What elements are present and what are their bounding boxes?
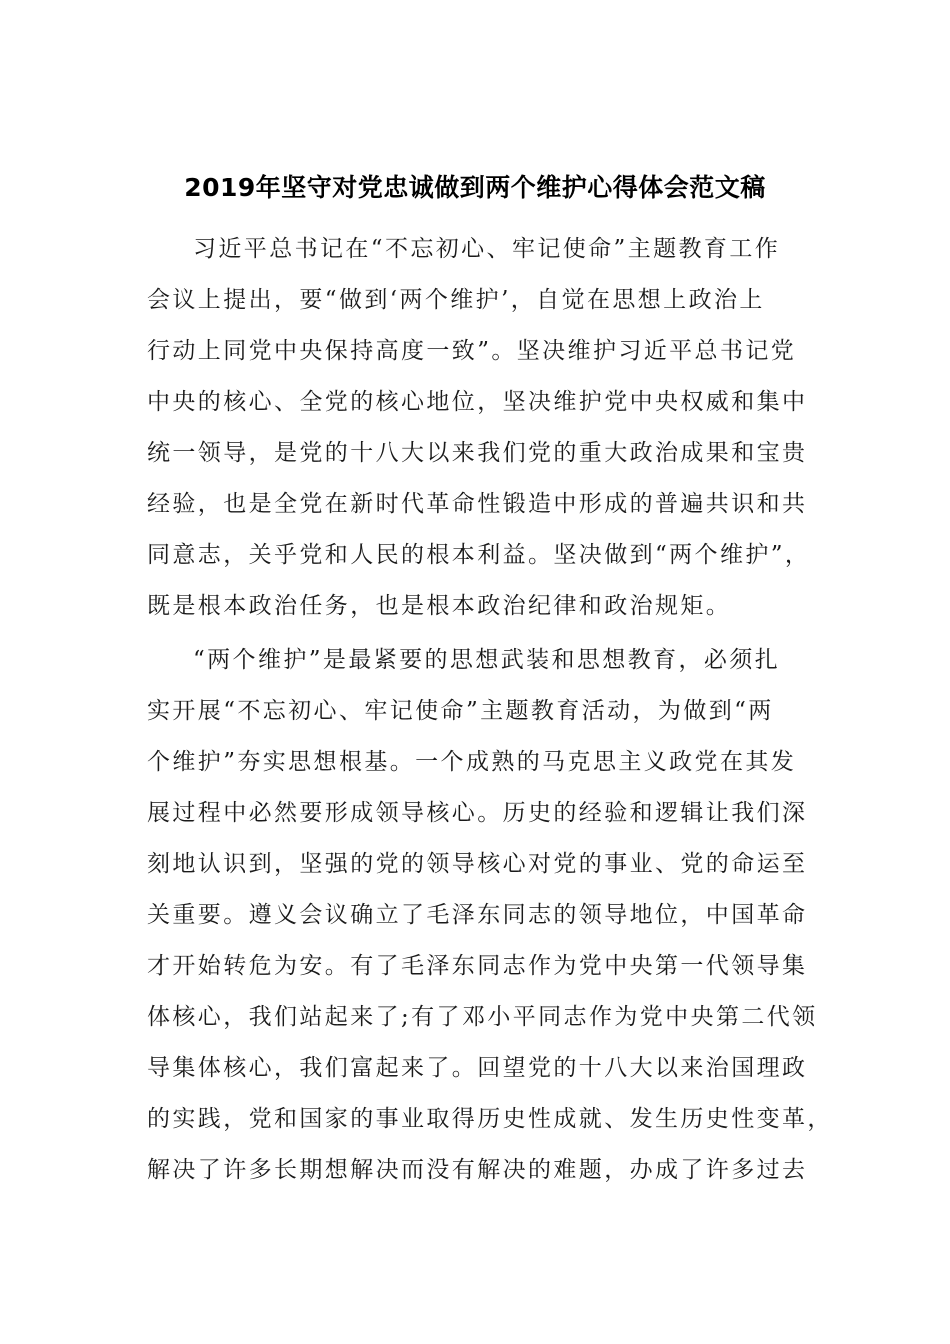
text-line: 的实践，党和国家的事业取得历史性成就、发生历史性变革， <box>147 1106 833 1132</box>
text-line: 导集体核心，我们富起来了。回望党的十八大以来治国理政 <box>147 1055 808 1081</box>
text-line: 经验，也是全党在新时代革命性锻造中形成的普遍共识和共 <box>147 491 808 517</box>
text-line: 统一领导，是党的十八大以来我们党的重大政治成果和宝贵 <box>147 440 808 466</box>
text-line: “两个维护”是最紧要的思想武装和思想教育，必须扎 <box>193 647 781 673</box>
text-line: 习近平总书记在“不忘初心、牢记使命”主题教育工作 <box>193 236 781 262</box>
text-line: 解决了许多长期想解决而没有解决的难题，办成了许多过去 <box>147 1157 808 1183</box>
document-title: 2019年坚守对党忠诚做到两个维护心得体会范文稿 <box>184 173 766 202</box>
paragraph <box>147 635 833 1196</box>
text-line: 刻地认识到，坚强的党的领导核心对党的事业、党的命运至 <box>147 851 808 877</box>
text-line: 行动上同党中央保持高度一致”。坚决维护习近平总书记党 <box>147 338 797 364</box>
text-line: 实开展“不忘初心、牢记使命”主题教育活动，为做到“两 <box>147 698 774 724</box>
text-line: 中央的核心、全党的核心地位，坚决维护党中央权威和集中 <box>147 389 808 415</box>
text-line: 既是根本政治任务，也是根本政治纪律和政治规矩。 <box>147 593 732 619</box>
text-line: 展过程中必然要形成领导核心。历史的经验和逻辑让我们深 <box>147 800 808 826</box>
text-line: 同意志，关乎党和人民的根本利益。坚决做到“两个维护”， <box>147 542 811 568</box>
text-line: 体核心，我们站起来了;有了邓小平同志作为党中央第二代领 <box>147 1004 818 1030</box>
text-line: 个维护”夯实思想根基。一个成熟的马克思主义政党在其发 <box>147 749 797 775</box>
text-line: 关重要。遵义会议确立了毛泽东同志的领导地位，中国革命 <box>147 902 808 928</box>
paragraph <box>147 224 827 632</box>
text-line: 会议上提出，要“做到‘两个维护’，自觉在思想上政治上 <box>147 287 765 313</box>
text-line: 才开始转危为安。有了毛泽东同志作为党中央第一代领导集 <box>147 953 808 979</box>
